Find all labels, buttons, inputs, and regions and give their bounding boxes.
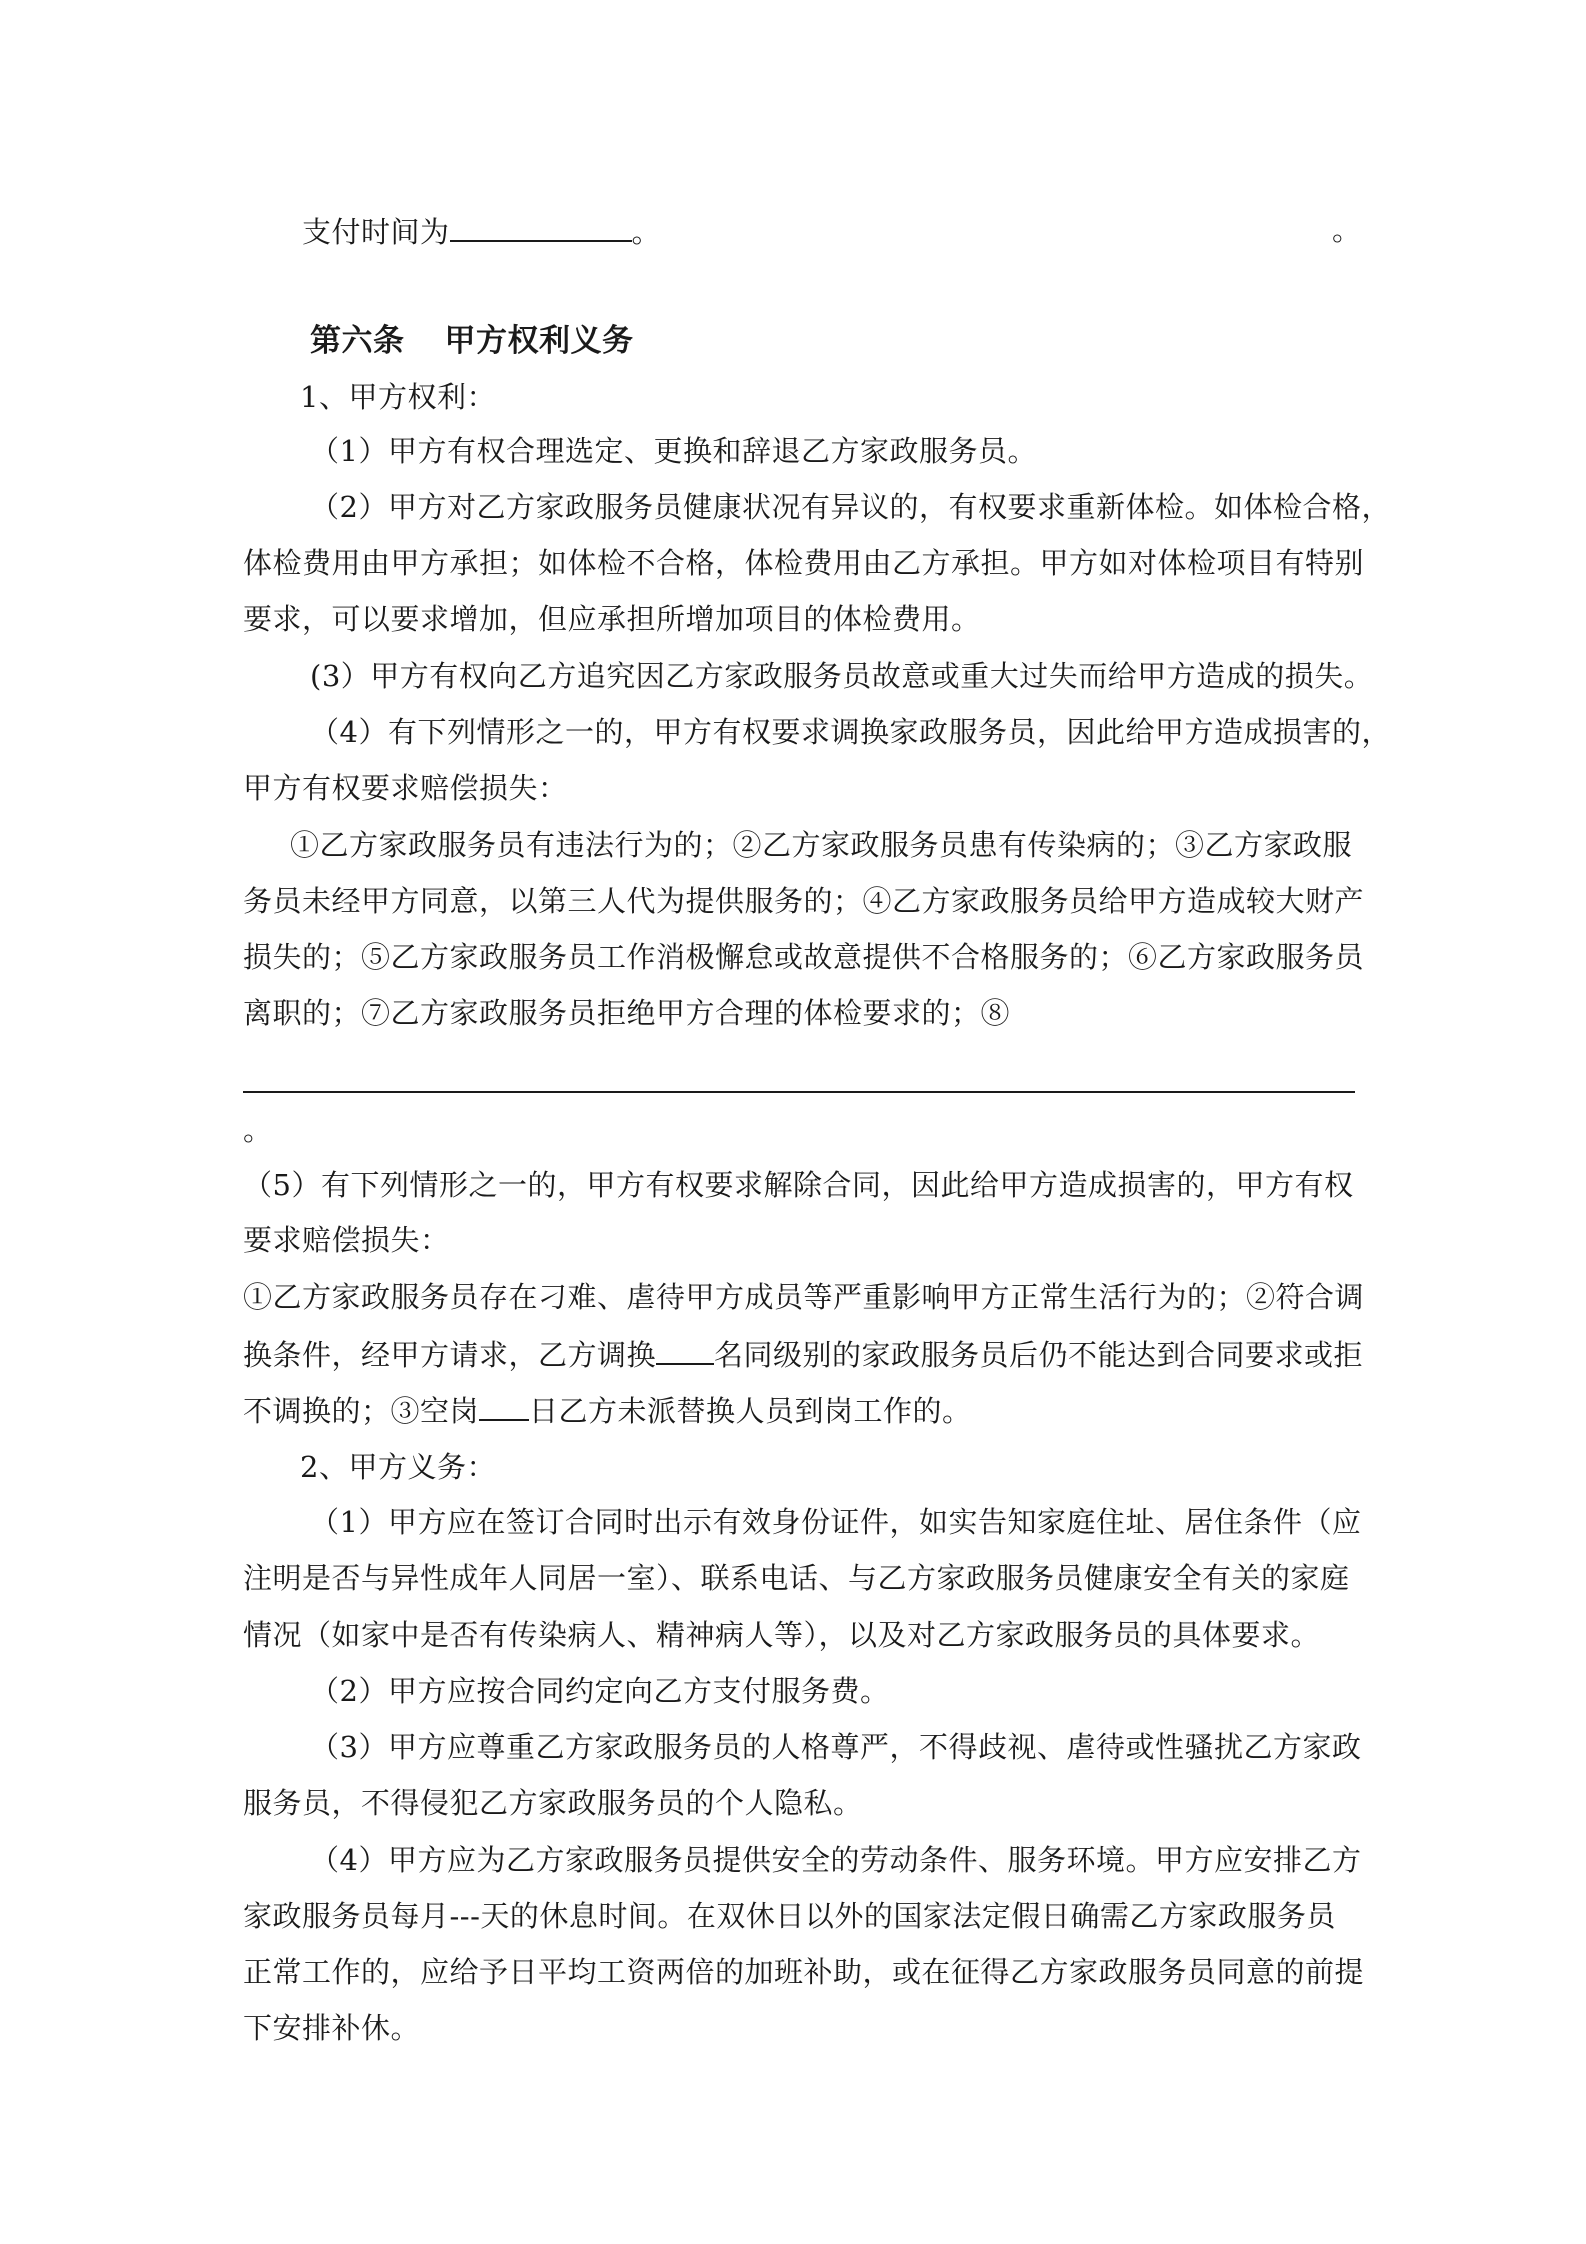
rights-item-4-list-line: 离职的；⑦乙方家政服务员拒绝甲方合理的体检要求的；⑧ <box>243 996 1011 1030</box>
rights-item-4-list-line: 务员未经甲方同意，以第三人代为提供服务的；④乙方家政服务员给甲方造成较大财产 <box>243 884 1365 918</box>
rights-item-4-line: （4）有下列情形之一的，甲方有权要求调换家政服务员，因此给甲方造成损害的， <box>310 715 1391 749</box>
item5-line3-part-a: 不调换的；③空岗 <box>243 1394 480 1428</box>
duties-item-4-line: 下安排补休。 <box>243 2011 421 2045</box>
duties-item-4-line: 家政服务员每月---天的休息时间。在双休日以外的国家法定假日确需乙方家政服务员 <box>243 1899 1336 1933</box>
rights-heading: 1、甲方权利： <box>300 380 496 414</box>
rights-item-4-end-mark: 。 <box>243 1113 273 1147</box>
payment-time-end-mark: 。 <box>631 215 662 249</box>
rights-item-2-line: 要求，可以要求增加，但应承担所增加项目的体检费用。 <box>243 602 981 636</box>
rights-item-3: (3）甲方有权向乙方追究因乙方家政服务员故意或重大过失而给甲方造成的损失。 <box>310 659 1374 693</box>
duties-item-2: （2）甲方应按合同约定向乙方支付服务费。 <box>310 1674 890 1708</box>
rights-item-4-line: 甲方有权要求赔偿损失： <box>243 771 568 805</box>
article-heading <box>310 321 634 361</box>
rights-item-2-line: 体检费用由甲方承担；如体检不合格，体检费用由乙方承担。甲方如对体检项目有特别 <box>243 546 1365 580</box>
duties-item-1-line: （1）甲方应在签订合同时出示有效身份证件，如实告知家庭住址、居住条件（应 <box>310 1505 1362 1539</box>
duties-item-3-line: （3）甲方应尊重乙方家政服务员的人格尊严，不得歧视、虐待或性骚扰乙方家政 <box>310 1730 1362 1764</box>
rights-item-5-list-line <box>243 1389 972 1431</box>
article-title: 甲方权利义务 <box>444 323 634 359</box>
item5-line2-part-a: 换条件，经甲方请求，乙方调换 <box>243 1338 657 1372</box>
payment-time-label: 支付时间为 <box>302 215 450 249</box>
rights-item-5-line: （5）有下列情形之一的，甲方有权要求解除合同，因此给甲方造成损害的，甲方有权 <box>243 1168 1354 1202</box>
item5-line2-part-b: 名同级别的家政服务员后仍不能达到合同要求或拒 <box>714 1338 1364 1372</box>
rights-item-5-list-line <box>243 1333 1363 1375</box>
rights-item-5-line: 要求赔偿损失： <box>243 1223 450 1257</box>
duties-item-1-line: 情况（如家中是否有传染病人、精神病人等），以及对乙方家政服务员的具体要求。 <box>243 1618 1321 1652</box>
rights-item-5-list-line: ①乙方家政服务员存在刁难、虐待甲方成员等严重影响甲方正常生活行为的；②符合调 <box>243 1280 1365 1314</box>
duties-item-3-line: 服务员，不得侵犯乙方家政服务员的个人隐私。 <box>243 1786 863 1820</box>
rights-item-1: （1）甲方有权合理选定、更换和辞退乙方家政服务员。 <box>310 434 1037 468</box>
article-number: 第六条 <box>310 323 405 359</box>
duties-item-1-line: 注明是否与异性成年人同居一室）、联系电话、与乙方家政服务员健康安全有关的家庭 <box>243 1561 1350 1595</box>
duties-item-4-line: 正常工作的，应给予日平均工资两倍的加班补助，或在征得乙方家政服务员同意的前提 <box>243 1955 1365 1989</box>
rights-item-4-list-line: ①乙方家政服务员有违法行为的；②乙方家政服务员患有传染病的；③乙方家政服 <box>290 828 1353 862</box>
payment-right-mark: 。 <box>1332 213 1362 247</box>
duties-heading: 2、甲方义务： <box>300 1450 496 1484</box>
payment-time-blank <box>450 210 632 242</box>
payment-time-line <box>302 210 661 252</box>
replacement-count-blank <box>656 1333 714 1365</box>
rights-item-2-line: （2）甲方对乙方家政服务员健康状况有异议的，有权要求重新体检。如体检合格， <box>310 490 1391 524</box>
duties-item-4-line: （4）甲方应为乙方家政服务员提供安全的劳动条件、服务环境。甲方应安排乙方 <box>310 1843 1362 1877</box>
item5-line3-part-b: 日乙方未派替换人员到岗工作的。 <box>529 1394 972 1428</box>
vacancy-days-blank <box>479 1389 529 1421</box>
rights-item-4-fill-blank <box>243 1091 1355 1093</box>
rights-item-4-list-line: 损失的；⑤乙方家政服务员工作消极懈怠或故意提供不合格服务的；⑥乙方家政服务员 <box>243 940 1365 974</box>
